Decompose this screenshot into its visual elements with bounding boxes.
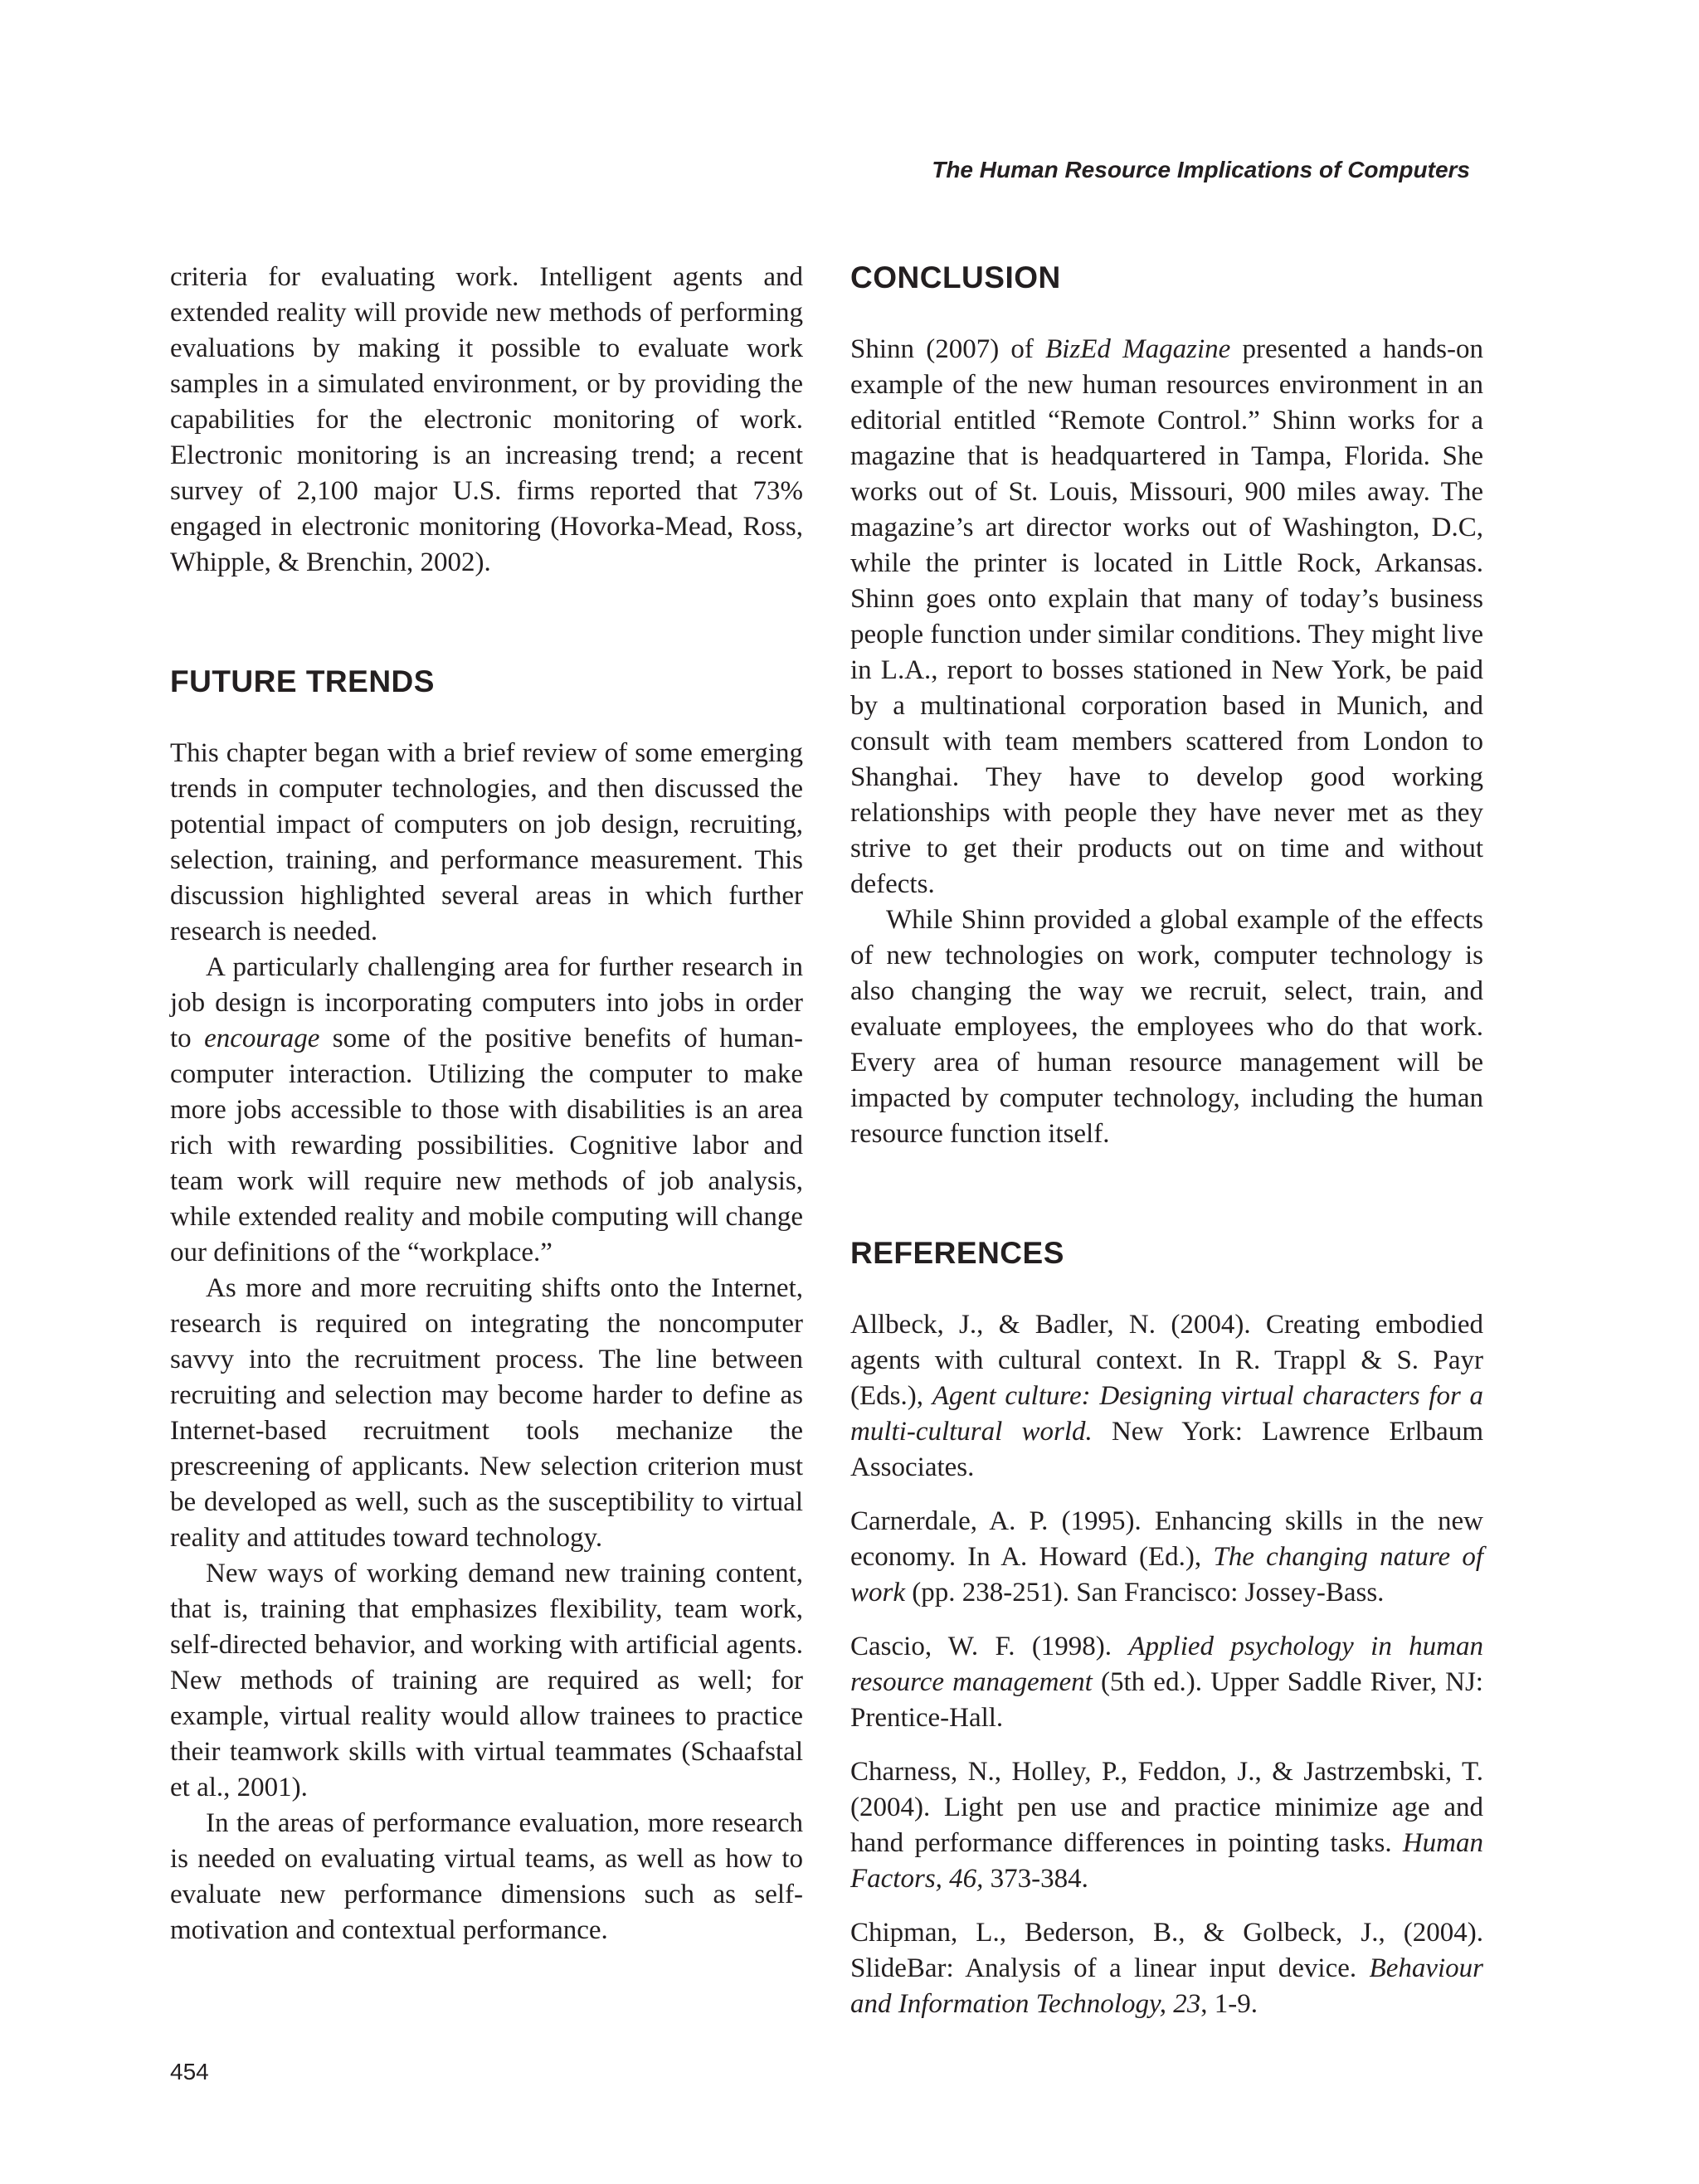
emphasis-text: Human Factors, 46,	[850, 1828, 1483, 1894]
paragraph-future-trends-1: This chapter began with a brief review of some emerging trends in computer technologies, and then discussed the potential impact of computers on job design, recruiting, selection, training, and performance measurement. This discussion highlighted several areas in which further research is needed.	[170, 738, 803, 946]
emphasis-text: The changing nature of work	[850, 1542, 1483, 1608]
text-run: Allbeck, J., & Badler, N. (2004). Creating embodied agents with cultural context. In R. Trappl & S. Payr (Eds.),	[850, 1310, 1483, 1411]
running-header: The Human Resource Implications of Computers	[932, 157, 1470, 182]
text-run: some of the positive benefits of human-computer interaction. Utilizing the computer to make more jobs accessible to those with disabilities is an area rich with rewarding possibilities. Cognitive labor and team work will require new methods of job analysis, while extended reality and mobile computing will change our definitions of the “workplace.”	[170, 1024, 804, 1267]
spacer	[850, 1152, 1483, 1235]
spacer	[170, 581, 803, 664]
emphasis-text: encourage	[204, 1024, 320, 1053]
paragraph-future-trends-4: New ways of working demand new training content, that is, training that emphasizes flexibility, team work, self-directed behavior, and working with artificial agents. New methods of training are required as well; for example, virtual reality would allow trainees to practice their teamwork skills with virtual teammates (Schaafstal et al., 2001).	[170, 1559, 803, 1802]
paragraph-conclusion-2: While Shinn provided a global example of the effects of new technologies on work, computer technology is also changing the way we recruit, select, train, and evaluate employees, the employees who do that work. Every area of human resource management will be impacted by computer technology, including the human resource function itself.	[850, 905, 1483, 1149]
text-run: (pp. 238-251). San Francisco: Jossey-Bass.	[905, 1578, 1385, 1608]
references-heading: REFERENCES	[850, 1236, 1064, 1270]
emphasis-text: Agent culture: Designing virtual characters for a multi-cultural world.	[850, 1381, 1483, 1447]
reference-item	[850, 1915, 1483, 2022]
text-run: New York: Lawrence Erlbaum Associates.	[850, 1417, 1483, 1482]
emphasis-text: Behaviour and Information Technology, 23	[850, 1953, 1483, 2019]
reference-list	[850, 1307, 1483, 2022]
reference-item	[850, 1307, 1483, 1486]
paragraph-future-trends-5: In the areas of performance evaluation, more research is needed on evaluating virtual teams, as well as how to evaluate new performance dimensions such as self-motivation and contextual performance.	[170, 1808, 803, 1945]
conclusion-heading: CONCLUSION	[850, 260, 1061, 294]
emphasis-text: Applied psychology in human resource management	[850, 1632, 1484, 1697]
spacer	[170, 699, 803, 736]
spacer	[850, 1271, 1483, 1307]
text-run: 373-384.	[983, 1864, 1088, 1894]
future-trends-heading: FUTURE TRENDS	[170, 664, 435, 698]
text-run: Carnerdale, A. P. (1995). Enhancing skills in the new economy. In A. Howard (Ed.),	[850, 1506, 1483, 1572]
paragraph-conclusion-1	[850, 332, 1483, 902]
page-number: 454	[170, 2059, 209, 2084]
emphasis-text: BizEd Magazine	[1045, 334, 1231, 364]
paragraph-intro: criteria for evaluating work. Intelligent agents and extended reality will provide new methods of performing evaluations by making it possible to evaluate work samples in a simulated environment, or by providing the capabilities for the electronic monitoring of work. Electronic monitoring is an increasing trend; a recent survey of 2,100 major U.S. firms reported that 73% engaged in electronic monitoring (Hovorka-Mead, Ross, Whipple, & Brenchin, 2002).	[170, 262, 803, 577]
paragraph-future-trends-3: As more and more recruiting shifts onto the Internet, research is required on integrating the noncomputer savvy into the recruitment process. The line between recruiting and selection may become harder to define as Internet-based recruitment tools mechanize the prescreening of applicants. New selection criterion must be developed as well, such as the susceptibility to virtual reality and attitudes toward technology.	[170, 1273, 803, 1553]
reference-item	[850, 1504, 1483, 1611]
text-run: presented a hands-on example of the new human resources environment in an editorial entitled “Remote Control.” Shinn works for a magazine that is headquartered in Tampa, Florida. She works out of St. Louis, Missouri, 900 miles away. The magazine’s art director works out of Washington, D.C, while the printer is located in Little Rock, Arkansas. Shinn goes onto explain that many of today’s business people function under similar conditions. They might live in L.A., report to bosses stationed in New York, be paid by a multinational corporation based in Munich, and consult with team members scattered from London to Shanghai. They have to develop good working relationships with people they have never met as they strive to get their products out on time and without defects.	[850, 334, 1483, 899]
reference-item	[850, 1754, 1483, 1897]
text-run: Charness, N., Holley, P., Feddon, J., & Jastrzembski, T. (2004). Light pen use and practice minimize age and hand performance differences in pointing tasks.	[850, 1757, 1483, 1858]
reference-item	[850, 1629, 1483, 1736]
text-run: , 1-9.	[1200, 1989, 1258, 2019]
text-run: Shinn (2007) of	[850, 334, 1046, 364]
text-run: Cascio, W. F. (1998).	[850, 1632, 1129, 1661]
text-run: (5th ed.). Upper Saddle River, NJ: Prentice-Hall.	[850, 1667, 1483, 1733]
paragraph-future-trends-2	[170, 950, 803, 1271]
spacer	[850, 295, 1483, 332]
right-column	[850, 260, 1483, 2041]
text-run: Chipman, L., Bederson, B., & Golbeck, J., (2004). SlideBar: Analysis of a linear input device.	[850, 1918, 1483, 1983]
text-run: A particularly challenging area for further research in job design is incorporating computers into jobs in order to	[170, 952, 803, 1053]
left-column	[170, 260, 803, 1948]
